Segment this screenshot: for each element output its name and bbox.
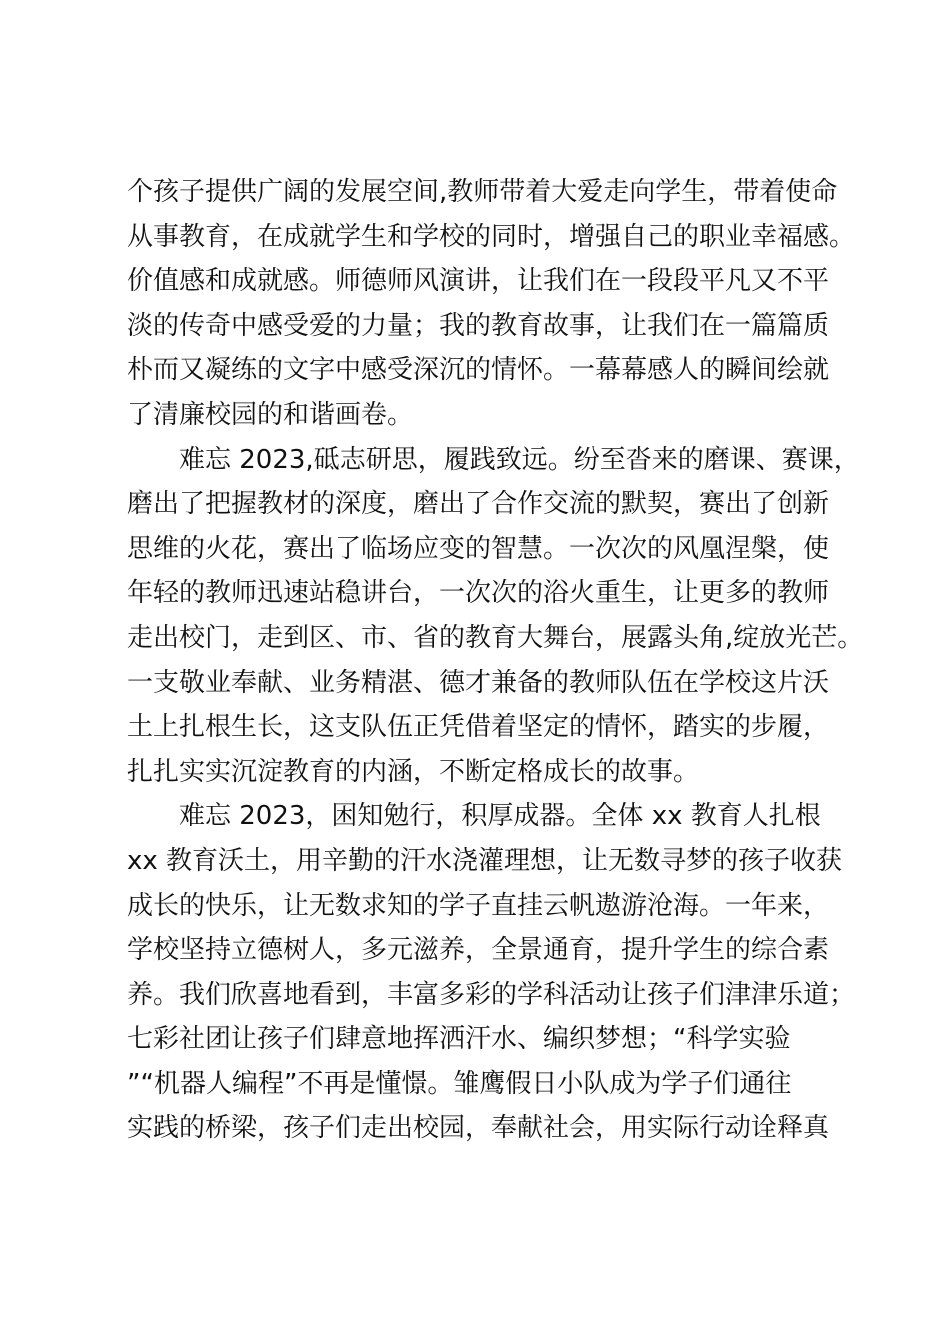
text-line: 朴而又凝练的文字中感受深沉的情怀。一幕幕感人的瞬间绘就 — [127, 355, 830, 386]
text-line: 了清廉校园的和谐画卷。 — [127, 399, 414, 430]
text-line: 淡的传奇中感受爱的力量；我的教育故事，让我们在一篇篇质 — [127, 310, 830, 341]
text-line: 个孩子提供广阔的发展空间,教师带着大爱走向学生，带着使命 — [127, 177, 838, 207]
paragraph-start-line: 难忘 2023，困知勉行，积厚成器。全体 xx 教育人扎根 — [179, 801, 821, 832]
text-line: xx 教育沃土，用辛勤的汗水浇灌理想，让无数寻梦的孩子收获 — [127, 845, 843, 876]
text-line: 实践的桥梁，孩子们走出校园，奉献社会，用实际行动诠释真 — [127, 1113, 830, 1144]
text-line: 思维的火花，赛出了临场应变的智慧。一次次的风凰涅槃，使 — [127, 533, 830, 564]
text-line: 从事教育，在成就学生和学校的同时，增强自己的职业幸福感。 — [127, 221, 856, 252]
text-line: 一支敬业奉献、业务精湛、德才兼备的教师队伍在学校这片沃 — [127, 667, 830, 698]
text-line: 年轻的教师迅速站稳讲台，一次次的浴火重生，让更多的教师 — [127, 578, 830, 609]
text-line: 扎扎实实沉淀教育的内涵，不断定格成长的故事。 — [127, 756, 700, 787]
body-text — [127, 170, 864, 1151]
text-line: 走出校门，走到区、市、省的教育大舞台，展露头角,绽放光芒。 — [127, 622, 864, 653]
text-line: 成长的快乐，让无数求知的学子直挂云帆遨游沧海。一年来， — [127, 890, 830, 921]
text-line: 土上扎根生长，这支队伍正凭借着坚定的情怀，踏实的步履， — [127, 712, 830, 743]
text-line: 养。我们欣喜地看到，丰富多彩的学科活动让孩子们津津乐道； — [127, 979, 856, 1010]
text-line: 学校坚持立德树人，多元滋养，全景通育，提升学生的综合素 — [127, 935, 830, 966]
text-line: ”“机器人编程”不再是懂憬。雏鹰假日小队成为学子们通往 — [127, 1068, 792, 1099]
paragraph-start-line: 难忘 2023,砥志研思，履践致远。纷至沓来的磨课、赛课， — [179, 444, 860, 475]
text-line: 价值感和成就感。师德师风演讲，让我们在一段段平凡又不平 — [127, 266, 830, 297]
text-line: 七彩社团让孩子们肆意地挥洒汗水、编织梦想；“科学实验 — [127, 1024, 791, 1055]
text-line: 磨出了把握教材的深度，磨出了合作交流的默契，赛出了创新 — [127, 489, 830, 520]
